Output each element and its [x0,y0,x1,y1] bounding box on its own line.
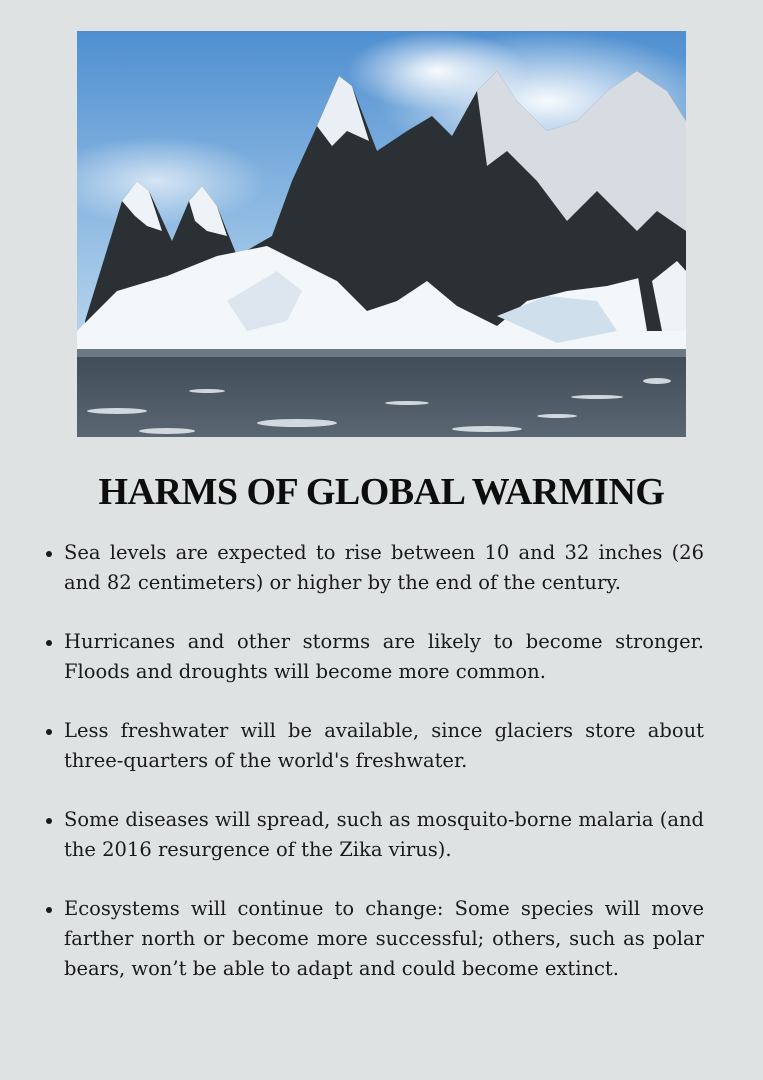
bullet-dot-icon [46,640,52,646]
list-item [44,538,704,598]
page-title: HARMS OF GLOBAL WARMING [98,471,665,513]
list-item [44,716,704,776]
list-item [44,894,704,984]
list-item-text: Sea levels are expected to rise between 10 and 32 inches (26 and 82 centimeters) or higher by the end of the century. [64,541,704,594]
bullet-dot-icon [46,729,52,735]
list-item-text: Hurricanes and other storms are likely to become stronger. Floods and droughts will become more common. [64,630,704,683]
list-item-text: Some diseases will spread, such as mosquito-borne malaria (and the 2016 resurgence of the Zika virus). [64,808,704,861]
bullet-dot-icon [46,551,52,557]
mountain-landscape-illustration [77,31,686,437]
list-item-text: Less freshwater will be available, since glaciers store about three-quarters of the world's freshwater. [64,719,704,772]
harms-list [44,538,704,1013]
list-item-text: Ecosystems will continue to change: Some species will move farther north or become more successful; others, such as polar bears, won’t be able to adapt and could become extinct. [64,897,704,980]
list-item [44,805,704,865]
glacier-mountain-photo [77,31,686,437]
list-item [44,627,704,687]
bullet-dot-icon [46,818,52,824]
bullet-dot-icon [46,907,52,913]
